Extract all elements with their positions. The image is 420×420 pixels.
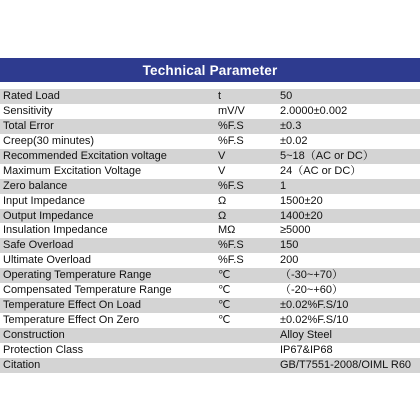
parameter-unit: mV/V [218, 104, 245, 117]
table-row [0, 253, 420, 268]
parameter-name: Temperature Effect On Zero [3, 314, 140, 327]
parameter-value: 2.0000±0.002 [280, 104, 348, 117]
parameter-unit: %F.S [218, 134, 244, 147]
parameter-unit: ℃ [218, 299, 231, 312]
parameter-value: ±0.02%F.S/10 [280, 314, 349, 327]
parameter-name: Total Error [3, 119, 54, 132]
parameter-unit: ℃ [218, 314, 231, 327]
parameter-name: Construction [3, 329, 65, 341]
parameter-name: Output Impedance [3, 209, 94, 222]
table-row [0, 89, 420, 104]
parameter-unit: Ω [218, 194, 227, 207]
table-row [0, 268, 420, 283]
table-row [0, 283, 420, 298]
section-header [0, 58, 420, 82]
table-row [0, 328, 420, 343]
parameter-name: Recommended Excitation voltage [3, 149, 167, 162]
table-row [0, 149, 420, 164]
parameter-value: ≥5000 [280, 224, 311, 237]
parameter-name: Temperature Effect On Load [3, 299, 141, 312]
parameter-value: （-30~+70） [280, 269, 343, 282]
parameter-unit: V [218, 164, 226, 177]
parameter-value: 1500±20 [280, 194, 323, 207]
parameter-unit: t [218, 90, 222, 102]
table-row [0, 119, 420, 134]
parameter-value: ±0.3 [280, 119, 302, 132]
parameter-unit: MΩ [218, 224, 236, 237]
parameter-name: Compensated Temperature Range [3, 284, 172, 297]
parameter-value: 24（AC or DC） [280, 164, 362, 177]
parameter-value: 200 [280, 254, 299, 267]
parameter-value: 50 [280, 90, 293, 102]
parameter-value: Alloy Steel [280, 329, 332, 341]
table-row [0, 209, 420, 224]
table-row [0, 238, 420, 253]
table-row [0, 179, 420, 194]
parameter-name: Citation [3, 358, 41, 371]
table-row [0, 313, 420, 328]
table-row [0, 194, 420, 209]
parameter-name: Input Impedance [3, 194, 85, 207]
parameter-name: Operating Temperature Range [3, 269, 152, 282]
table-row [0, 298, 420, 313]
table-row [0, 343, 420, 358]
parameter-value: ±0.02%F.S/10 [280, 299, 349, 312]
parameter-name: Zero balance [3, 179, 68, 192]
parameter-unit: V [218, 149, 226, 162]
section-title: Technical Parameter [142, 62, 278, 78]
parameter-unit: %F.S [218, 254, 244, 267]
parameter-value: GB/T7551-2008/OIML R60 [280, 358, 412, 371]
parameter-unit: ℃ [218, 269, 231, 282]
parameter-name: Protection Class [3, 343, 84, 356]
parameter-value: （-20~+60） [280, 284, 343, 297]
parameter-name: Creep(30 minutes) [3, 134, 95, 147]
parameter-table [0, 89, 420, 373]
parameter-name: Insulation Impedance [3, 224, 108, 237]
parameter-name: Ultimate Overload [3, 254, 92, 267]
parameter-value: 1 [280, 179, 287, 192]
table-row [0, 223, 420, 238]
table-row [0, 134, 420, 149]
parameter-name: Rated Load [3, 90, 60, 102]
parameter-value: ±0.02 [280, 134, 308, 147]
table-row [0, 104, 420, 119]
table-row [0, 358, 420, 373]
parameter-unit: %F.S [218, 239, 244, 252]
parameter-name: Sensitivity [3, 104, 53, 117]
parameter-value: 5~18（AC or DC） [280, 149, 374, 162]
parameter-name: Maximum Excitation Voltage [3, 164, 142, 177]
parameter-unit: Ω [218, 209, 227, 222]
parameter-value: 150 [280, 239, 299, 252]
table-row [0, 164, 420, 179]
parameter-value: 1400±20 [280, 209, 323, 222]
parameter-name: Safe Overload [3, 239, 74, 252]
parameter-unit: %F.S [218, 119, 244, 132]
parameter-unit: ℃ [218, 284, 231, 297]
parameter-unit: %F.S [218, 179, 244, 192]
parameter-value: IP67&IP68 [280, 343, 333, 356]
